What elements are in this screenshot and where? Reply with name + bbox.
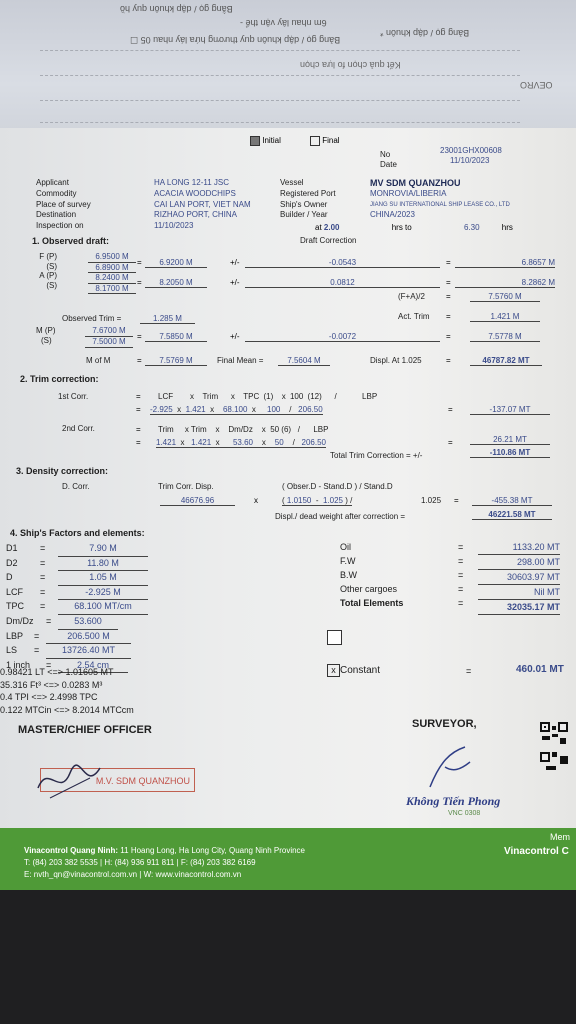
- top-line-5: Kết quả chọn fo lựa chọn: [300, 60, 401, 70]
- place-label: Place of survey: [36, 199, 91, 209]
- factor-dmdz: Dm/Dz = 53.600: [6, 615, 148, 630]
- act-trim-label: Act. Trim: [398, 312, 430, 321]
- displ-label: Displ. At 1.025: [370, 356, 422, 365]
- fp-value: 6.9500 M: [88, 252, 136, 263]
- vinacontrol-footer: [0, 828, 576, 890]
- fwd-aft-readings: [88, 252, 136, 294]
- mid-result: 7.5778 M: [470, 332, 540, 342]
- conv-2: 35.316 Ft³ <=> 0.0283 M³: [0, 679, 103, 690]
- density-std2: 1.025: [421, 496, 442, 505]
- footer-line-3: E: nvth_qn@vinacontrol.com.vn | W: www.vinacontrol.com.vn: [24, 870, 242, 879]
- fwd-mean: 6.9200 M: [145, 258, 207, 268]
- dark-table-surface: [0, 890, 576, 1024]
- mid-labels: M (P) (S): [36, 326, 56, 345]
- surveyor-stamp-no: VNC 0308: [448, 810, 481, 817]
- total-trim-label: Total Trim Correction = +/-: [330, 451, 423, 460]
- final-mean-label: Final Mean =: [217, 356, 264, 365]
- elements-eq: = = = = =: [458, 542, 464, 608]
- info-labels-right: [280, 178, 336, 221]
- factor-inch: 1 inch = 2.54 cm: [6, 659, 148, 674]
- destination-value: RIZHAO PORT, CHINA: [154, 210, 237, 220]
- conversion-list: [0, 666, 134, 716]
- fw-label: F.W: [340, 556, 356, 566]
- as-value: 8.1700 M: [88, 284, 136, 295]
- report-date: 11/10/2023: [450, 156, 490, 165]
- second-corr-label: 2nd Corr.: [62, 424, 95, 433]
- footer-right-2: Vinacontrol C: [504, 846, 569, 857]
- surveyor-label: SURVEYOR,: [412, 718, 477, 730]
- top-line-2: 6m nhau lây vận thể -: [240, 18, 327, 28]
- first-corr-value: -137.07 MT: [470, 405, 550, 415]
- owner-value: JIANG SU INTERNATIONAL SHIP LEASE CO., LTD: [370, 201, 510, 208]
- builder-label: Builder / Year: [280, 210, 328, 220]
- inspection-value: 11/10/2023: [154, 221, 194, 231]
- factor-d: D = 1.05 M: [6, 571, 148, 586]
- draft-correction-title: Draft Correction: [300, 236, 357, 245]
- footer-line-2: T: (84) 203 382 5535 | H: (84) 936 911 811 | F: (84) 203 382 6169: [24, 858, 256, 867]
- time-row: at 2.00 hrs to 6.30 hrs: [315, 223, 513, 232]
- trim-correction-title: 2. Trim correction:: [20, 374, 99, 384]
- displ-after-label: Displ./ dead weight after correction =: [275, 512, 406, 521]
- top-line-1: Bằng gọ / dập khuôn quy hồ: [120, 4, 233, 14]
- bw-label: B.W: [340, 570, 357, 580]
- ms-value: 7.5000 M: [85, 337, 133, 348]
- other-label: Other cargoes: [340, 584, 398, 594]
- first-corr-label: 1st Corr.: [58, 392, 89, 401]
- mid-readings: [85, 326, 133, 348]
- footer-line-1: Vinacontrol Quang Ninh: 11 Hoang Long, Ha Long City, Quang Ninh Province: [24, 846, 306, 855]
- mid-correction: -0.0072: [245, 332, 440, 342]
- trim-row1: LCF x Trim x TPC (1) x 100 (12) / LBP: [158, 392, 378, 401]
- factor-list: [6, 542, 148, 673]
- act-trim-value: 1.421 M: [470, 312, 540, 322]
- vessel-label: Vessel: [280, 178, 304, 187]
- builder-value: CHINA/2023: [370, 210, 415, 220]
- top-line-3: Bảng gọ / dập khuôn quy thương hứa láy nhau 05 ☐: [130, 35, 341, 45]
- inspection-label: Inspection on: [36, 221, 84, 231]
- conv-1: 0.98421 LT <=> 1.01605 MT: [0, 667, 114, 677]
- info-values-right: [370, 178, 510, 221]
- master-signature-icon: [30, 758, 110, 808]
- fwd-correction: -0.0543: [245, 258, 440, 268]
- port-value: MONROVIA/LIBERIA: [370, 188, 447, 198]
- footer-right-1: Mem: [550, 832, 570, 842]
- qr-code-icon: [540, 722, 570, 782]
- initial-check: Initial: [250, 136, 281, 146]
- commodity-label: Commodity: [36, 188, 77, 198]
- factor-d1: D1 = 7.90 M: [6, 542, 148, 557]
- fa2-value: 7.5760 M: [470, 292, 540, 302]
- aft-result: 8.2862 M: [455, 278, 555, 288]
- fa2-label: (F+A)/2: [398, 292, 425, 301]
- density-formula-top: ( Obser.D - Stand.D ) / Stand.D: [282, 482, 393, 491]
- draft-survey-sheet: Initial Final No Date 23001GHX00608 11/10/2023 Applicant Commodity Place of survey Destination Inspection on HA LONG 12-11 JSC ACACIA WOODCHIPS CAI LAN PORT, VIET NAM RIZHAO PORT, CHINA 11/10/2023 Vessel Registered Port Ship's Owner Builder / Year MV SDM QUANZHOU MONROVIA/LIBERIA JIANG SU INTERNATIONAL SHIP LEASE CO., LTD CHINA/2023 at 2.00 hrs to 6.30 hrs 1. Observed draft: Draft Correction F (P) (S) A (P) (S) 6.9500 M 6.8900 M 8.2400 M 8.1700 M = 6.9200 M +/- -0.0543 = 6.8657 M = 8.2050 M +/- 0.0812 = 8.2862 M (F+A)/2 = 7.5760 M Observed Trim = 1.285 M Act. Trim = 1.421 M M (P) (S) 7.6700 M 7.5000 M = 7.5850 M +/- -0.0072 = 7.5778 M M of M = 7.5769 M Final Mean = 7.5604 M Displ. At 1.025 = 46787.82 MT 2. Trim correction: 1st Corr. = LCF x Trim x TPC (1) x 100 (12) / LBP = -2.925 x 1.421 x 68.100 x 100 / 206.50 = -137.07 MT 2nd Corr. = Trim x Trim x Dm/Dz x 50 (6) / LBP = 1.421 x 1.421 x 53.60 x 50 / 206.50 = 26.21 MT Total Trim Correction = +/- -110.86 MT 3. Density correction: D. Corr. Trim Corr. Disp. 46676.96 x ( Obser.D - Stand.D ) / Stand.D ( 1.0150 - 1.025 ) / 1.025 = -455.38 MT Displ./ dead weight after correction = 46221.58 MT 4. Ship's Factors and elements: D1 = 7.90 M D2 = 11.80 M D = 1.05 M LCF = -2.925 M TPC = 68.100 MT/cm Dm/Dz = 53.600 LBP = 206.500 M LS = 13726.40 MT 1 inch = 2.54 cm 0.98421 LT <=> 1.01605 MT 35.316 Ft³ <=> 0.0283 M³ 0.4 TPI <=> 2.4998 TPC 0.122 MTCin <=> 8.2014 MTCcm Oil F.W B.W Other cargoes Total Elements = = = = = 1133.20 MT 298.00 MT 30603.97 MT Nil MT 32035.17 MT x Constant = 460.01 MT MASTER/CHIEF OFFICER SURVEYOR, M.V. SDM QUANZHOU Không Tiến Phong VNC 0308: [0, 128, 576, 888]
- observed-trim-value: 1.285 M: [140, 314, 195, 324]
- ship-stamp: M.V. SDM QUANZHOU: [40, 768, 195, 792]
- displ-value: 46787.82 MT: [470, 356, 542, 366]
- port-label: Registered Port: [280, 188, 336, 198]
- conv-3: 0.4 TPI <=> 2.4998 TPC: [0, 692, 98, 702]
- final-check: Final: [310, 136, 340, 146]
- surveyor-name: Không Tiến Phong: [406, 794, 501, 808]
- fs-value: 6.8900 M: [88, 263, 136, 274]
- other-value: Nil MT: [478, 585, 560, 600]
- no-label: No: [380, 150, 391, 159]
- report-no: 23001GHX00608: [440, 146, 502, 155]
- observed-draft-title: 1. Observed draft:: [32, 236, 110, 246]
- second-corr-value: 26.21 MT: [470, 435, 550, 445]
- mid-mean: 7.5850 M: [145, 332, 207, 342]
- background-page: [0, 0, 576, 140]
- factor-lbp: LBP = 206.500 M: [6, 630, 148, 645]
- oil-label: Oil: [340, 542, 351, 552]
- elements-values: [478, 540, 560, 615]
- fw-value: 298.00 MT: [478, 555, 560, 570]
- factor-ls: LS = 13726.40 MT: [6, 644, 148, 659]
- blank-checkbox: [327, 630, 342, 645]
- total-elements-value: 32035.17 MT: [478, 600, 560, 615]
- d-corr-label: D. Corr.: [62, 482, 90, 491]
- density-formula-bottom: ( 1.0150 - 1.025 ) /: [282, 496, 353, 505]
- factors-title: 4. Ship's Factors and elements:: [10, 528, 145, 538]
- trim-row4: 1.421 x 1.421 x 53.60 x 50 / 206.50: [156, 438, 326, 447]
- constant-value: 460.01 MT: [516, 664, 564, 675]
- place-value: CAI LAN PORT, VIET NAM: [154, 199, 251, 209]
- factor-tpc: TPC = 68.100 MT/cm: [6, 600, 148, 615]
- destination-label: Destination: [36, 210, 77, 220]
- total-elements-label: Total Elements: [340, 598, 404, 608]
- constant-row: x Constant: [327, 664, 380, 677]
- fp-fs-ap-as-labels: F (P) (S) A (P) (S): [39, 252, 57, 290]
- oil-value: 1133.20 MT: [478, 540, 560, 555]
- aft-mean: 8.2050 M: [145, 278, 207, 288]
- mofm-label: M of M: [86, 356, 111, 365]
- top-line-4: Bảng gọ / dập khuôn *: [380, 28, 470, 38]
- fwd-result: 6.8657 M: [455, 258, 555, 268]
- ap-value: 8.2400 M: [88, 273, 136, 284]
- applicant-label: Applicant: [36, 178, 69, 187]
- conv-4: 0.122 MTCin <=> 8.2014 MTCcm: [0, 704, 134, 715]
- tcd-value: 46676.96: [160, 496, 235, 506]
- date-label: Date: [380, 160, 397, 169]
- commodity-value: ACACIA WOODCHIPS: [154, 188, 236, 198]
- master-label: MASTER/CHIEF OFFICER: [18, 724, 152, 736]
- mp-value: 7.6700 M: [85, 326, 133, 337]
- total-trim-value: -110.86 MT: [470, 448, 550, 458]
- top-side-text: OEVRO: [520, 80, 553, 90]
- tcd-label: Trim Corr. Disp.: [158, 482, 214, 491]
- info-values-left: [154, 178, 251, 232]
- displ-after-value: 46221.58 MT: [472, 510, 552, 520]
- trim-row3: Trim x Trim x Dm/Dz x 50 (6) / LBP: [158, 425, 329, 434]
- aft-correction: 0.0812: [245, 278, 440, 288]
- factor-d2: D2 = 11.80 M: [6, 557, 148, 572]
- owner-label: Ship's Owner: [280, 199, 328, 209]
- final-mean-value: 7.5604 M: [278, 356, 330, 366]
- density-value: -455.38 MT: [472, 496, 552, 506]
- mofm-value: 7.5769 M: [145, 356, 207, 366]
- surveyor-signature-icon: [425, 742, 475, 792]
- info-labels-left: [36, 178, 91, 232]
- bw-value: 30603.97 MT: [478, 570, 560, 585]
- applicant-value: HA LONG 12-11 JSC: [154, 178, 229, 187]
- factor-lcf: LCF = -2.925 M: [6, 586, 148, 601]
- elements-labels: [340, 540, 403, 610]
- trim-row2: -2.925 x 1.421 x 68.100 x 100 / 206.50: [150, 405, 323, 414]
- observed-trim-label: Observed Trim =: [62, 314, 122, 323]
- density-title: 3. Density correction:: [16, 466, 109, 476]
- vessel-value: MV SDM QUANZHOU: [370, 178, 461, 188]
